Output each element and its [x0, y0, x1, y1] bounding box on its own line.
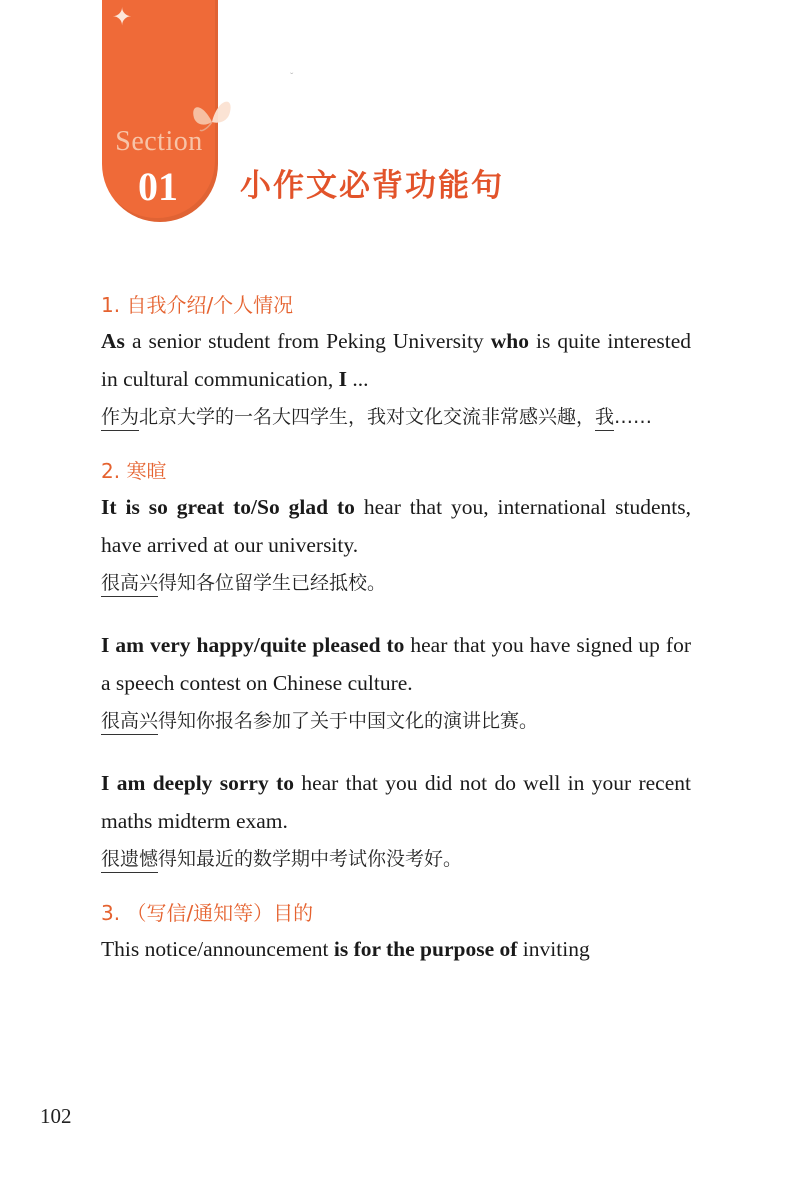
translation-text: 得知最近的数学期中考试你没考好。 — [158, 848, 463, 870]
sentence-text: hear that you have signed up for a speech contest on Chinese culture. — [101, 633, 691, 695]
key-phrase: who — [490, 329, 529, 353]
decorative-mark-icon: ˇ — [290, 72, 294, 83]
section-label: Section — [115, 126, 203, 157]
key-phrase: I — [338, 367, 348, 391]
spacer — [101, 602, 691, 626]
chinese-translation — [101, 564, 691, 602]
chinese-translation — [101, 840, 691, 878]
key-phrase: I am very happy/quite pleased to — [101, 633, 405, 657]
chinese-translation — [101, 398, 691, 436]
sparkle-icon: ✦ — [112, 5, 133, 31]
section-title: 小作文必背功能句 — [240, 168, 504, 204]
translation-text: …… — [614, 406, 653, 428]
translation-text: 北京大学的一名大四学生，我对文化交流非常感兴趣， — [139, 406, 596, 428]
key-phrase: is for the purpose of — [333, 937, 518, 961]
key-phrase: It is so great to/So glad to — [101, 495, 355, 519]
sentence-text: ... — [347, 367, 369, 391]
english-sentence — [101, 488, 691, 564]
sentence-text: a senior student from Peking University — [124, 329, 491, 353]
key-phrase: As — [101, 329, 125, 353]
content-body — [101, 288, 691, 968]
spacer — [101, 740, 691, 764]
spacer — [101, 878, 691, 896]
translation-text: 得知你报名参加了关于中国文化的演讲比赛。 — [158, 710, 539, 732]
english-sentence — [101, 626, 691, 702]
english-sentence — [101, 322, 691, 398]
underlined-phrase: 很高兴 — [101, 710, 158, 735]
sentence-text: inviting — [517, 937, 590, 961]
page-number: 102 — [40, 1104, 72, 1128]
key-phrase: I am deeply sorry to — [101, 771, 294, 795]
english-sentence — [101, 930, 691, 968]
sentence-text: hear that you did not do well in your recent maths midterm exam. — [101, 771, 691, 833]
item-heading: 3. （写信/通知等）目的 — [101, 901, 314, 925]
section-number: 01 — [138, 164, 178, 209]
item-heading: 2. 寒暄 — [101, 459, 167, 483]
chinese-translation — [101, 702, 691, 740]
english-sentence — [101, 764, 691, 840]
sentence-text: This notice/announcement — [101, 937, 334, 961]
sentence-text: hear that you, international students, have arrived at our university. — [101, 495, 691, 557]
underlined-phrase: 很高兴 — [101, 572, 158, 597]
item-heading: 1. 自我介绍/个人情况 — [101, 293, 294, 317]
translation-text: 得知各位留学生已经抵校。 — [158, 572, 387, 594]
underlined-phrase: 我 — [595, 406, 614, 431]
underlined-phrase: 作为 — [101, 406, 139, 431]
underlined-phrase: 很遗憾 — [101, 848, 158, 873]
spacer — [101, 436, 691, 454]
sentence-text: is quite interested in cultural communication, — [101, 329, 691, 391]
